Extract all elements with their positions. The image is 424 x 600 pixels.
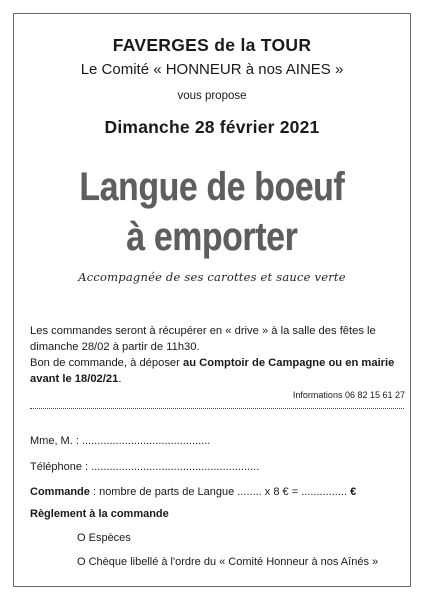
order-prefix: Bon de commande, à déposer <box>30 357 183 369</box>
committee-title: Le Comité « HONNEUR à nos AINES » <box>80 61 344 78</box>
order-text: : nombre de parts de Langue ........ x 8 € = ............... <box>89 486 351 498</box>
pickup-line-1: Les commandes seront à récupérer en « drive » à la salle des fêtes le <box>30 325 376 337</box>
option-cheque[interactable]: O Chèque libellé à l'ordre du « Comité Honneur à nos Aînés » <box>77 556 379 568</box>
name-field[interactable]: Mme, M. : .......................................... <box>30 435 211 447</box>
order-field[interactable] <box>30 486 356 498</box>
order-line-1 <box>30 355 394 371</box>
dish-title-line-2: à emporter <box>126 215 298 259</box>
order-place: au Comptoir de Campagne ou en mairie <box>183 357 395 369</box>
order-paragraph <box>30 355 394 387</box>
event-date: Dimanche 28 février 2021 <box>104 117 320 137</box>
phone-field[interactable]: Téléphone : ....................................................... <box>30 461 260 473</box>
town-title: FAVERGES de la TOUR <box>112 35 312 55</box>
order-end: . <box>118 373 122 385</box>
order-line-2 <box>30 371 394 387</box>
option-cash[interactable]: O Espèces <box>77 532 131 544</box>
payment-label: Règlement à la commande <box>30 508 169 520</box>
pickup-paragraph <box>30 323 376 355</box>
info-phone: Informations 06 82 15 61 27 <box>292 390 405 400</box>
order-currency: € <box>350 486 357 498</box>
proposes-text: vous propose <box>177 90 247 102</box>
dish-subtitle: Accompagnée de ses carottes et sauce verte <box>78 270 346 284</box>
cut-line <box>30 408 404 409</box>
order-label: Commande <box>30 486 90 498</box>
pickup-line-2: dimanche 28/02 à partir de 11h30. <box>30 341 200 353</box>
order-deadline: avant le 18/02/21 <box>30 373 119 385</box>
dish-title-line-1: Langue de boeuf <box>79 165 345 209</box>
